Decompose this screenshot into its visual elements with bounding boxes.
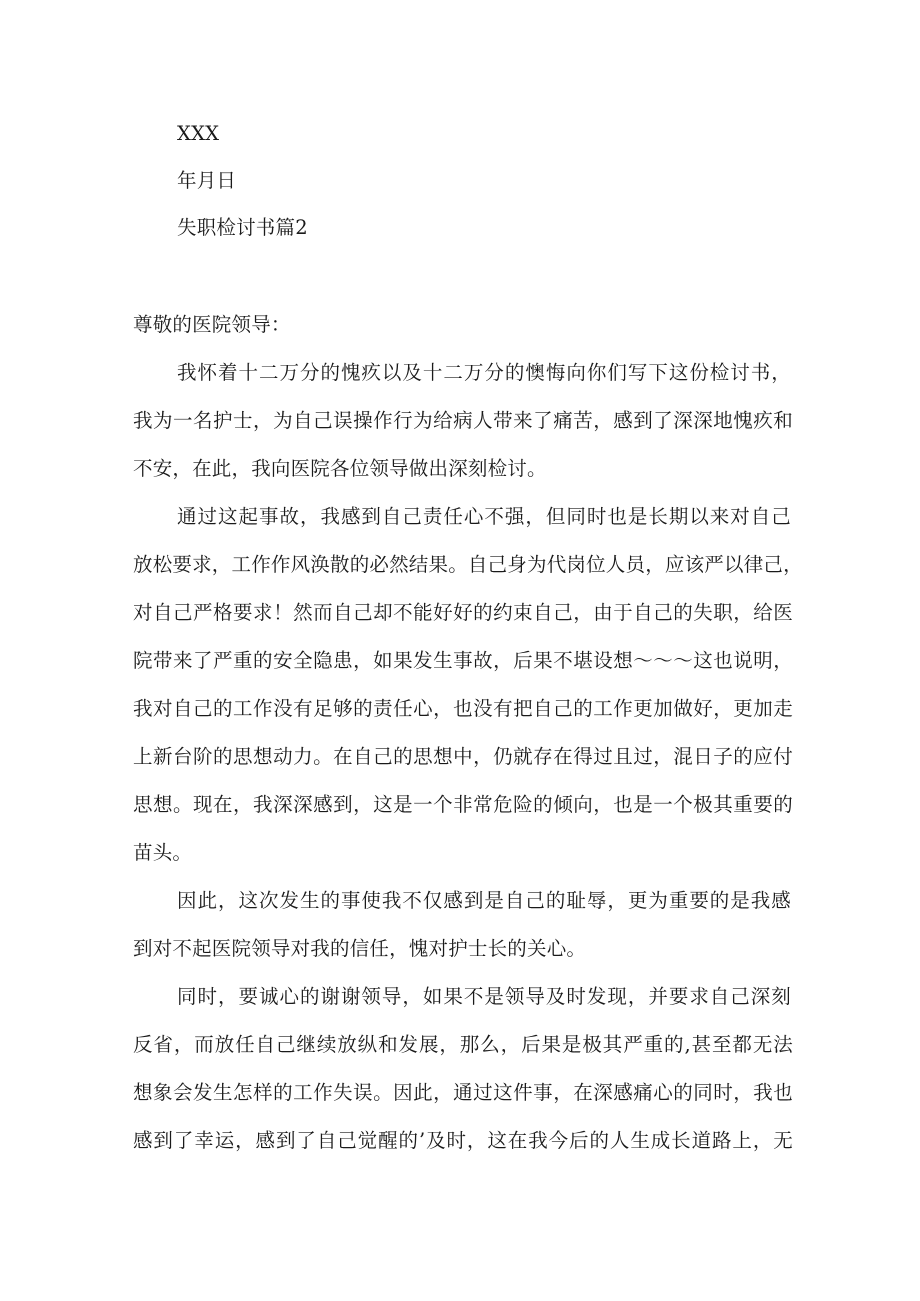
body-line: 通过这起事故，我感到自己责任心不强，但同时也是长期以来对自己 — [177, 505, 791, 528]
body-line: 同时，要诚心的谢谢领导，如果不是领导及时发现，并要求自己深刻 — [177, 985, 791, 1008]
body-line: 反省，而放任自己继续放纵和发展，那么，后果是极其严重的,甚至都无法 — [133, 1033, 793, 1056]
body-line: 对自己严格要求！然而自己却不能好好的约束自己，由于自己的失职，给医 — [133, 601, 793, 624]
body-line: 我为一名护士，为自己误操作行为给病人带来了痛苦，感到了深深地愧疚和 — [133, 409, 793, 432]
salutation: 尊敬的医院领导： — [133, 313, 291, 336]
body-line: 思想。现在，我深深感到，这是一个非常危险的倾向，也是一个极其重要的 — [133, 793, 793, 816]
body-line: 上新台阶的思想动力。在自己的思想中，仍就存在得过且过，混日子的应付 — [133, 745, 793, 768]
body-line: 我怀着十二万分的愧疚以及十二万分的懊悔向你们写下这份检讨书， — [177, 361, 791, 384]
body-line: 到对不起医院领导对我的信任，愧对护士长的关心。 — [133, 937, 587, 960]
body-line: 我对自己的工作没有足够的责任心，也没有把自己的工作更加做好，更加走 — [133, 697, 793, 720]
body-line: 感到了幸运，感到了自己觉醒的’及时，这在我今后的人生成长道路上，无 — [133, 1129, 793, 1152]
body-line: 苗头。 — [133, 841, 193, 864]
body-line: 因此，这次发生的事使我不仅感到是自己的耻辱，更为重要的是我感 — [177, 889, 791, 912]
section-title: 失职检讨书篇2 — [177, 216, 308, 239]
body-line: 院带来了严重的安全隐患，如果发生事故，后果不堪设想～～～这也说明， — [133, 649, 793, 672]
body-line: 不安，在此，我向医院各位领导做出深刻检讨。 — [133, 457, 547, 480]
signature-name: XXX — [177, 122, 220, 145]
signature-date: 年月日 — [177, 169, 237, 192]
body-line: 想象会发生怎样的工作失误。因此，通过这件事，在深感痛心的同时，我也 — [133, 1081, 793, 1104]
body-line: 放松要求，工作作风涣散的必然结果。自己身为代岗位人员，应该严以律己， — [133, 553, 803, 576]
